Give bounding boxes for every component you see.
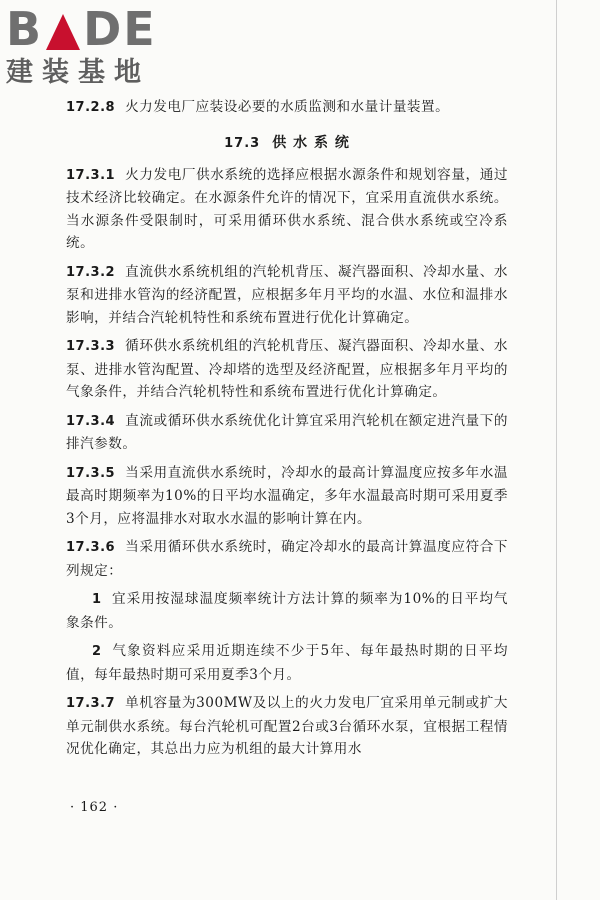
page-number: · 162 · [70, 800, 119, 815]
logo-word-left: B [6, 2, 44, 56]
section-number: 17.3 [224, 135, 261, 151]
clause-17-3-1 [66, 164, 508, 255]
clause-text: 火力发电厂供水系统的选择应根据水源条件和规划容量，通过技术经济比较确定。在水源条件允许的情况下，宜采用直流供水系统。当水源条件受限制时，可采用循环供水系统、混合供水系统或空冷系统。 [66, 166, 508, 251]
logo-triangle-icon [46, 14, 80, 50]
clause-text: 直流或循环供水系统优化计算宜采用汽轮机在额定进汽量下的排汽参数。 [66, 412, 508, 452]
clause-17-3-3 [66, 335, 508, 404]
sub-item-number: 2 [92, 644, 102, 659]
clause-17-2-8 [66, 96, 508, 120]
sub-item-number: 1 [92, 592, 102, 607]
section-heading [66, 132, 508, 152]
clause-number: 17.2.8 [66, 100, 116, 115]
clause-text: 火力发电厂应装设必要的水质监测和水量计量装置。 [125, 99, 450, 115]
clause-17-3-6 [66, 536, 508, 582]
sub-item-text: 宜采用按湿球温度频率统计方法计算的频率为10%的日平均气象条件。 [66, 591, 508, 631]
clause-text: 单机容量为300MW及以上的火力发电厂宜采用单元制或扩大单元制供水系统。每台汽轮机可配置2台或3台循环水泵，宜根据工程情况优化确定，其总出力应为机组的最大计算用水 [66, 695, 508, 757]
clause-number: 17.3.2 [66, 264, 116, 280]
sub-item-2 [66, 640, 508, 686]
clause-17-3-5 [66, 462, 508, 531]
bade-logo [6, 4, 176, 90]
clause-17-3-2 [66, 261, 508, 330]
clause-number: 17.3.4 [66, 413, 116, 429]
sub-item-1 [66, 588, 508, 634]
clause-text: 当采用直流供水系统时，冷却水的最高计算温度应按多年水温最高时期频率为10%的日平均水温确定，多年水温最高时期可采用夏季3个月，应将温排水对取水水温的影响计算在内。 [66, 464, 508, 527]
clause-text: 循环供水系统机组的汽轮机背压、凝汽器面积、冷却水量、水泵、进排水管沟配置、冷却塔的选型及经济配置，应根据多年月平均的气象条件，并结合汽轮机特性和系统布置进行优化计算确定。 [66, 338, 508, 400]
logo-word-right: DE [83, 2, 157, 56]
clause-number: 17.3.1 [66, 167, 116, 183]
page-edge-line [556, 0, 557, 900]
sub-item-text: 气象资料应采用近期连续不少于5年、每年最热时期的日平均值，每年最热时期可采用夏季3个月。 [66, 643, 508, 683]
document-body [66, 96, 508, 761]
clause-number: 17.3.6 [66, 540, 116, 555]
logo-tagline: 建装基地 [6, 57, 150, 88]
clause-number: 17.3.5 [66, 465, 116, 481]
clause-number: 17.3.7 [66, 696, 116, 711]
clause-number: 17.3.3 [66, 339, 116, 354]
section-title: 供 水 系 统 [272, 134, 350, 151]
clause-text: 直流供水系统机组的汽轮机背压、凝汽器面积、冷却水量、水泵和进排水管沟的经济配置，应根据多年月平均的水温、水位和温排水影响，并结合汽轮机特性和系统布置进行优化计算确定。 [66, 263, 508, 326]
clause-text: 当采用循环供水系统时，确定冷却水的最高计算温度应符合下列规定： [66, 539, 508, 579]
clause-17-3-4 [66, 410, 508, 456]
clause-17-3-7 [66, 692, 508, 761]
